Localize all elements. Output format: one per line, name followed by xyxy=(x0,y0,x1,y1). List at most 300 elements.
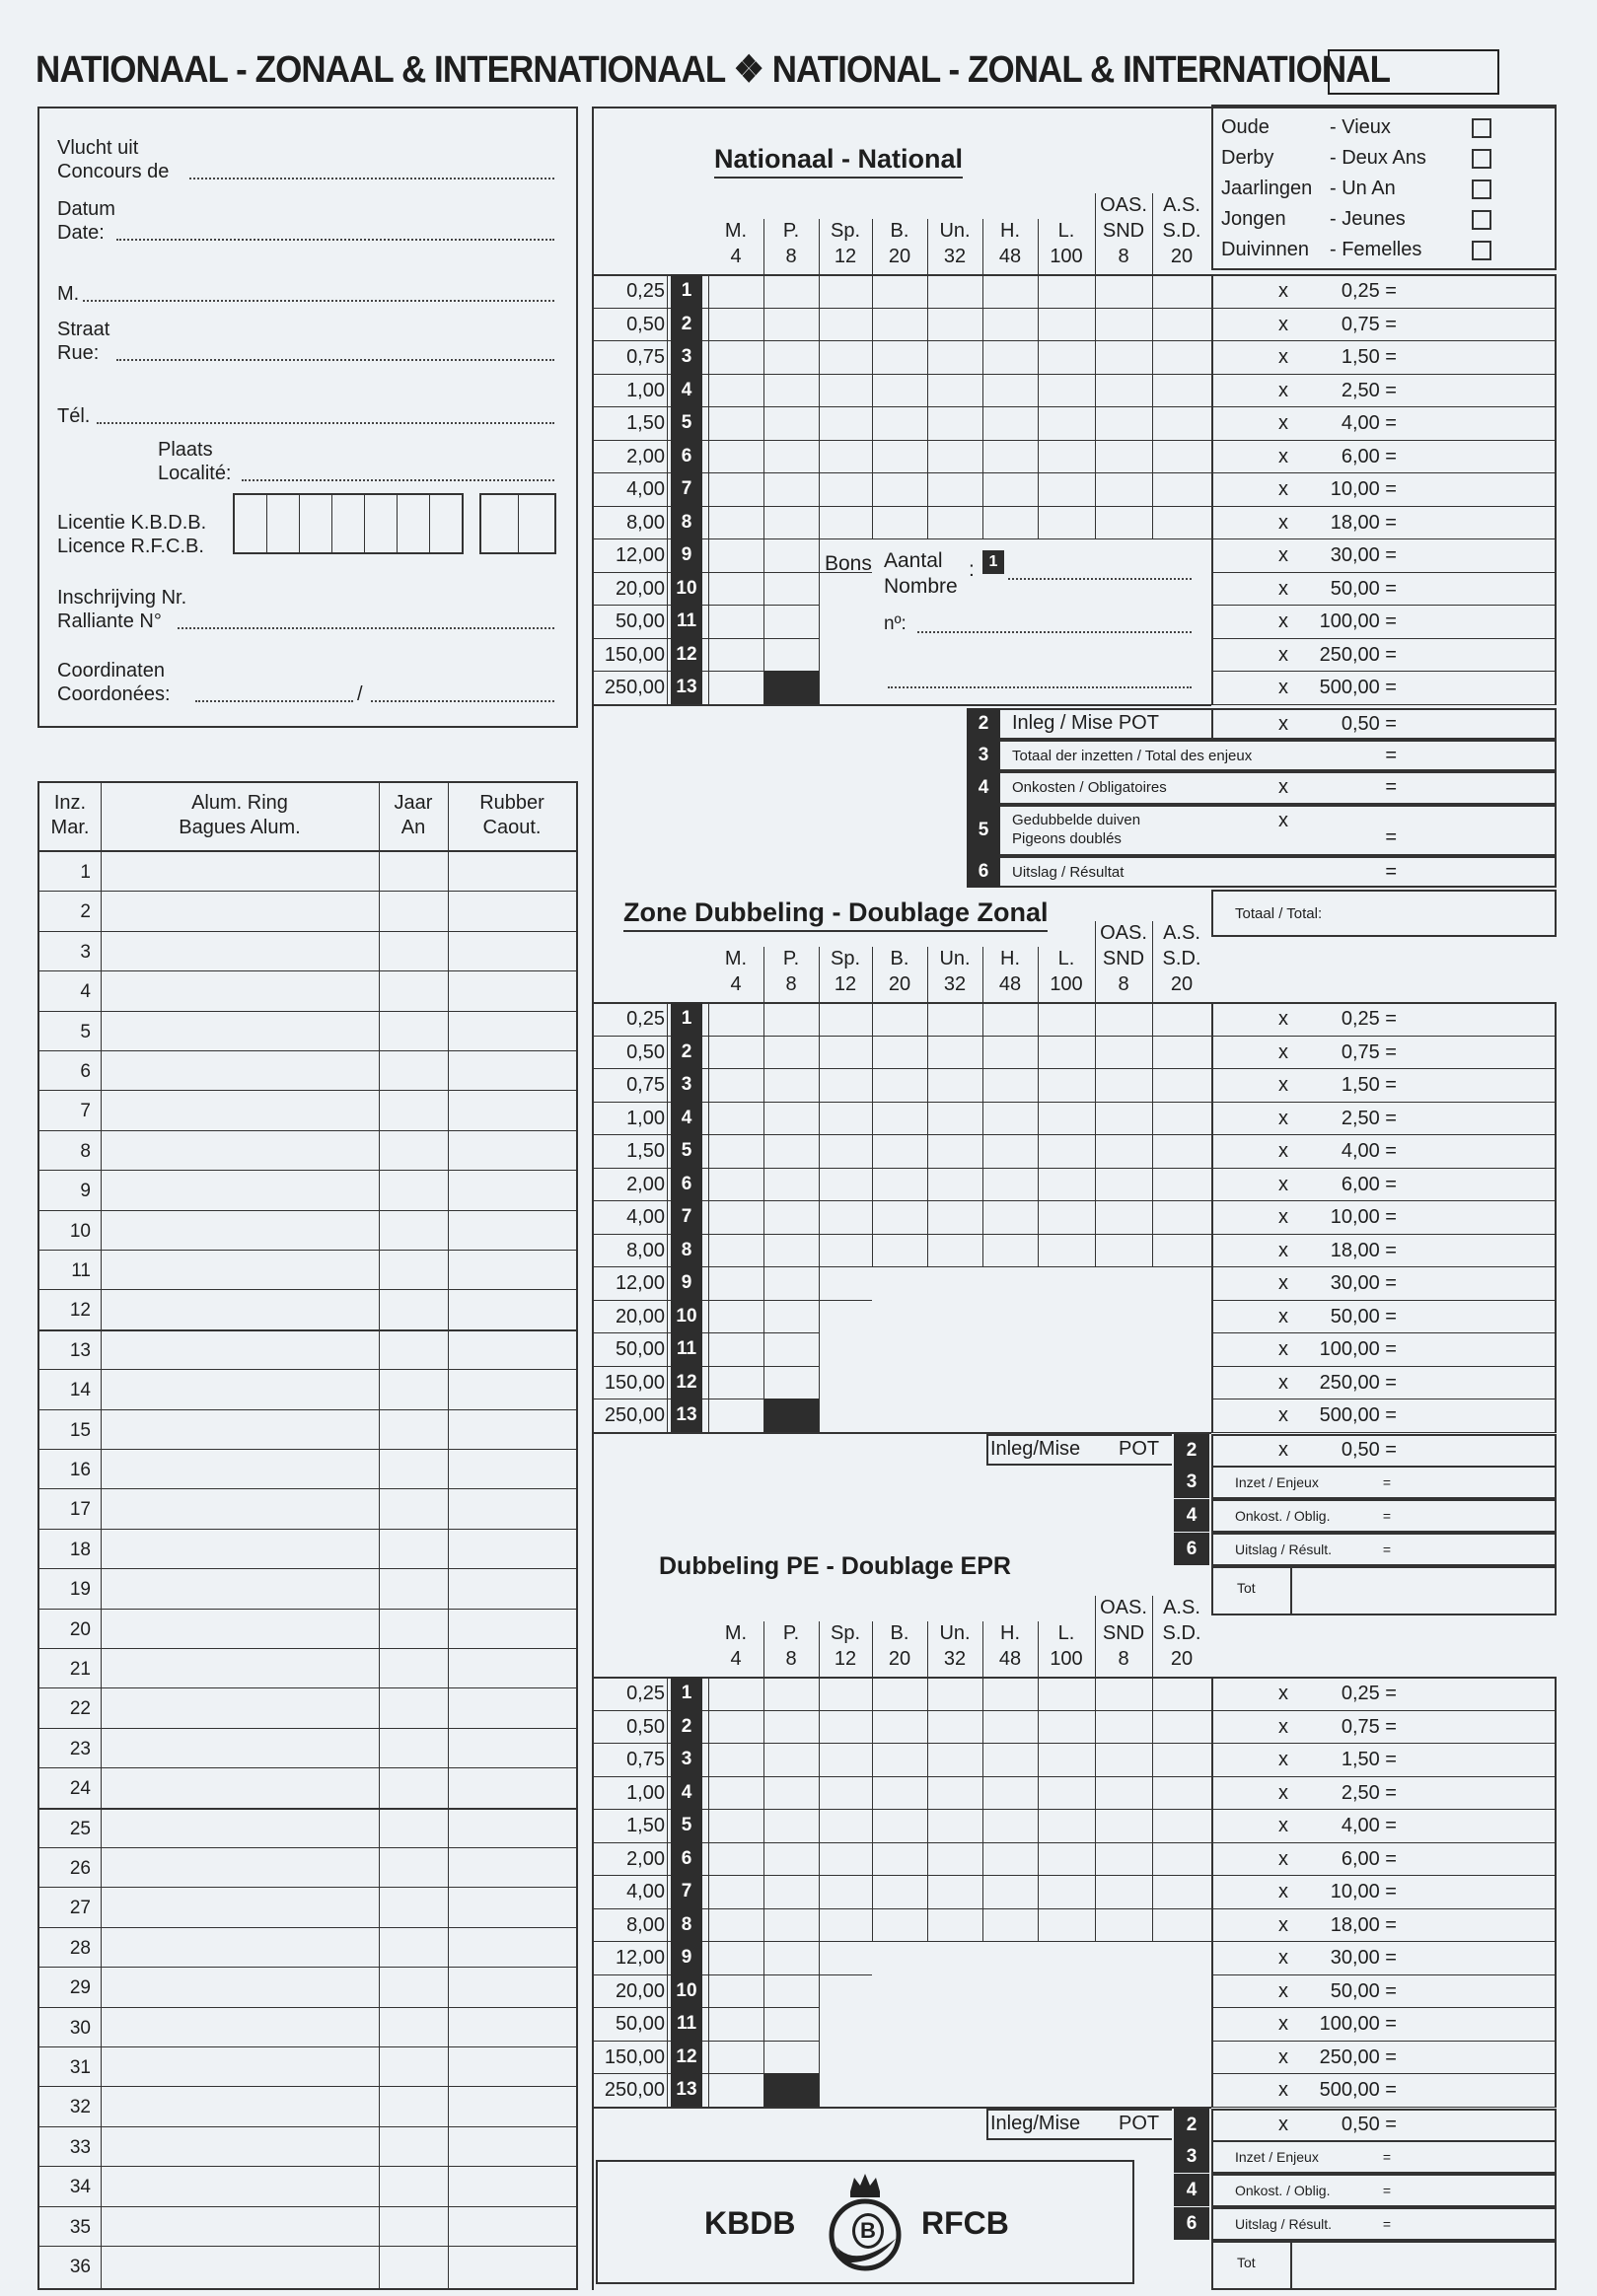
ring-year-cell[interactable] xyxy=(381,1410,448,1450)
entry-cell[interactable] xyxy=(708,1300,763,1333)
entry-cell[interactable] xyxy=(1038,340,1095,374)
entry-cell[interactable] xyxy=(1038,406,1095,440)
entry-cell[interactable] xyxy=(708,1266,763,1300)
ring-year-cell[interactable] xyxy=(381,1131,448,1171)
result-cell[interactable] xyxy=(1401,1332,1555,1366)
result-cell[interactable] xyxy=(1401,374,1555,407)
result-cell[interactable] xyxy=(1401,1068,1555,1102)
entry-cell[interactable] xyxy=(708,1134,763,1168)
ring-year-cell[interactable] xyxy=(381,1489,448,1529)
entry-cell[interactable] xyxy=(708,1366,763,1399)
entry-cell[interactable] xyxy=(1038,506,1095,539)
entry-cell[interactable] xyxy=(927,440,982,473)
ring-year-cell[interactable] xyxy=(381,1928,448,1968)
entry-cell[interactable] xyxy=(1095,1200,1152,1234)
entry-cell[interactable] xyxy=(819,340,872,374)
result-cell[interactable] xyxy=(1401,605,1555,638)
result-cell[interactable] xyxy=(1401,1300,1555,1333)
street-field[interactable] xyxy=(116,359,554,361)
date-field[interactable] xyxy=(116,239,554,241)
ring-rubber-cell[interactable] xyxy=(450,1290,576,1329)
entry-cell[interactable] xyxy=(708,1710,763,1744)
bons-aantal-field[interactable] xyxy=(1008,578,1192,580)
result-cell[interactable] xyxy=(1401,1809,1555,1842)
entry-cell[interactable] xyxy=(708,1941,763,1974)
ring-year-cell[interactable] xyxy=(381,2047,448,2087)
entry-cell[interactable] xyxy=(1038,1908,1095,1942)
entry-cell[interactable] xyxy=(982,1036,1038,1069)
entry-cell[interactable] xyxy=(982,1002,1038,1036)
entry-cell[interactable] xyxy=(708,472,763,506)
category-checkbox[interactable] xyxy=(1472,241,1491,260)
ring-year-cell[interactable] xyxy=(381,1450,448,1489)
result-cell[interactable] xyxy=(1401,538,1555,572)
entry-cell[interactable] xyxy=(819,1168,872,1201)
category-checkbox[interactable] xyxy=(1472,210,1491,230)
result-cell[interactable] xyxy=(1401,1168,1555,1201)
entry-cell[interactable] xyxy=(1152,472,1211,506)
ring-number-cell[interactable] xyxy=(103,971,379,1011)
entry-cell[interactable] xyxy=(1095,1134,1152,1168)
entry-cell[interactable] xyxy=(1095,374,1152,407)
entry-cell[interactable] xyxy=(819,1743,872,1776)
entry-cell[interactable] xyxy=(1152,1908,1211,1942)
entry-cell[interactable] xyxy=(763,1134,819,1168)
entry-cell[interactable] xyxy=(819,440,872,473)
ring-number-cell[interactable] xyxy=(103,1051,379,1091)
entry-cell[interactable] xyxy=(1038,472,1095,506)
entry-cell[interactable] xyxy=(763,1743,819,1776)
entry-cell[interactable] xyxy=(763,1677,819,1710)
entry-cell[interactable] xyxy=(1038,1002,1095,1036)
result-cell[interactable] xyxy=(1401,1842,1555,1876)
ring-rubber-cell[interactable] xyxy=(450,1610,576,1649)
ring-rubber-cell[interactable] xyxy=(450,1569,576,1609)
entry-cell[interactable] xyxy=(708,406,763,440)
entry-cell[interactable] xyxy=(763,1102,819,1135)
entry-cell[interactable] xyxy=(763,1332,819,1366)
reg-field[interactable] xyxy=(178,627,554,629)
entry-cell[interactable] xyxy=(1152,274,1211,308)
entry-cell[interactable] xyxy=(1038,308,1095,341)
entry-cell[interactable] xyxy=(1038,1776,1095,1810)
entry-cell[interactable] xyxy=(819,1002,872,1036)
entry-cell[interactable] xyxy=(819,1134,872,1168)
entry-cell[interactable] xyxy=(927,1036,982,1069)
entry-cell[interactable] xyxy=(1152,1875,1211,1908)
entry-cell[interactable] xyxy=(763,1842,819,1876)
ring-rubber-cell[interactable] xyxy=(450,1051,576,1091)
entry-cell[interactable] xyxy=(763,1908,819,1942)
entry-cell[interactable] xyxy=(1152,506,1211,539)
entry-cell[interactable] xyxy=(927,1809,982,1842)
result-cell[interactable] xyxy=(1401,1266,1555,1300)
ring-rubber-cell[interactable] xyxy=(450,2127,576,2167)
ring-number-cell[interactable] xyxy=(103,2167,379,2206)
entry-cell[interactable] xyxy=(763,440,819,473)
entry-cell[interactable] xyxy=(708,1332,763,1366)
entry-cell[interactable] xyxy=(927,1102,982,1135)
entry-cell[interactable] xyxy=(872,1134,927,1168)
entry-cell[interactable] xyxy=(1038,1134,1095,1168)
ring-number-cell[interactable] xyxy=(103,852,379,892)
result-cell[interactable] xyxy=(1401,1776,1555,1810)
flight-field[interactable] xyxy=(189,178,554,179)
entry-cell[interactable] xyxy=(1095,1776,1152,1810)
entry-cell[interactable] xyxy=(872,1036,927,1069)
entry-cell[interactable] xyxy=(927,340,982,374)
entry-cell[interactable] xyxy=(763,572,819,606)
entry-cell[interactable] xyxy=(763,1941,819,1974)
entry-cell[interactable] xyxy=(708,308,763,341)
ring-rubber-cell[interactable] xyxy=(450,892,576,931)
ring-number-cell[interactable] xyxy=(103,1012,379,1051)
entry-cell[interactable] xyxy=(872,506,927,539)
entry-cell[interactable] xyxy=(1038,1809,1095,1842)
ring-year-cell[interactable] xyxy=(381,1171,448,1210)
ring-rubber-cell[interactable] xyxy=(450,1729,576,1768)
result-cell[interactable] xyxy=(1401,572,1555,606)
coord-field-2[interactable] xyxy=(371,700,554,702)
entry-cell[interactable] xyxy=(1095,1710,1152,1744)
entry-cell[interactable] xyxy=(982,1776,1038,1810)
entry-cell[interactable] xyxy=(872,440,927,473)
ring-year-cell[interactable] xyxy=(381,1211,448,1251)
entry-cell[interactable] xyxy=(763,1036,819,1069)
entry-cell[interactable] xyxy=(1095,1102,1152,1135)
entry-cell[interactable] xyxy=(763,472,819,506)
entry-cell[interactable] xyxy=(982,1677,1038,1710)
result-cell[interactable] xyxy=(1401,1134,1555,1168)
license-digits[interactable] xyxy=(233,493,464,554)
ring-number-cell[interactable] xyxy=(103,1131,379,1171)
ring-rubber-cell[interactable] xyxy=(450,1848,576,1888)
entry-cell[interactable] xyxy=(708,506,763,539)
ring-year-cell[interactable] xyxy=(381,1649,448,1688)
entry-cell[interactable] xyxy=(819,274,872,308)
ring-year-cell[interactable] xyxy=(381,932,448,971)
entry-cell[interactable] xyxy=(819,1234,872,1267)
entry-cell[interactable] xyxy=(872,1068,927,1102)
entry-cell[interactable] xyxy=(708,671,763,704)
entry-cell[interactable] xyxy=(927,1134,982,1168)
entry-cell[interactable] xyxy=(1152,308,1211,341)
ring-year-cell[interactable] xyxy=(381,971,448,1011)
ring-number-cell[interactable] xyxy=(103,2127,379,2167)
ring-year-cell[interactable] xyxy=(381,1848,448,1888)
entry-cell[interactable] xyxy=(708,374,763,407)
entry-cell[interactable] xyxy=(872,1200,927,1234)
ring-rubber-cell[interactable] xyxy=(450,932,576,971)
ring-rubber-cell[interactable] xyxy=(450,1012,576,1051)
result-cell[interactable] xyxy=(1401,440,1555,473)
entry-cell[interactable] xyxy=(819,1036,872,1069)
ring-rubber-cell[interactable] xyxy=(450,1131,576,1171)
entry-cell[interactable] xyxy=(982,406,1038,440)
ring-year-cell[interactable] xyxy=(381,2127,448,2167)
entry-cell[interactable] xyxy=(1152,1842,1211,1876)
entry-cell[interactable] xyxy=(819,1776,872,1810)
entry-cell[interactable] xyxy=(819,1266,872,1300)
ring-number-cell[interactable] xyxy=(103,1171,379,1210)
ring-rubber-cell[interactable] xyxy=(450,1688,576,1728)
entry-cell[interactable] xyxy=(708,1002,763,1036)
entry-cell[interactable] xyxy=(872,1776,927,1810)
ring-number-cell[interactable] xyxy=(103,1610,379,1649)
entry-cell[interactable] xyxy=(708,638,763,672)
ring-rubber-cell[interactable] xyxy=(450,1091,576,1130)
entry-cell[interactable] xyxy=(872,1842,927,1876)
ring-year-cell[interactable] xyxy=(381,2008,448,2047)
entry-cell[interactable] xyxy=(982,1809,1038,1842)
entry-cell[interactable] xyxy=(1095,274,1152,308)
entry-cell[interactable] xyxy=(1152,340,1211,374)
result-cell[interactable] xyxy=(1401,274,1555,308)
entry-cell[interactable] xyxy=(763,1809,819,1842)
entry-cell[interactable] xyxy=(1152,1234,1211,1267)
entry-cell[interactable] xyxy=(708,1068,763,1102)
entry-cell[interactable] xyxy=(763,406,819,440)
entry-cell[interactable] xyxy=(763,308,819,341)
entry-cell[interactable] xyxy=(708,274,763,308)
entry-cell[interactable] xyxy=(1095,440,1152,473)
entry-cell[interactable] xyxy=(819,1908,872,1942)
entry-cell[interactable] xyxy=(927,1200,982,1234)
entry-cell[interactable] xyxy=(819,374,872,407)
entry-cell[interactable] xyxy=(872,1002,927,1036)
entry-cell[interactable] xyxy=(708,1776,763,1810)
entry-cell[interactable] xyxy=(763,1776,819,1810)
ring-year-cell[interactable] xyxy=(381,1370,448,1409)
ring-rubber-cell[interactable] xyxy=(450,1968,576,2007)
result-cell[interactable] xyxy=(1401,1102,1555,1135)
result-cell[interactable] xyxy=(1401,1036,1555,1069)
ring-rubber-cell[interactable] xyxy=(450,1251,576,1290)
entry-cell[interactable] xyxy=(708,340,763,374)
entry-cell[interactable] xyxy=(1152,1068,1211,1102)
ring-number-cell[interactable] xyxy=(103,1809,379,1848)
entry-cell[interactable] xyxy=(763,1068,819,1102)
entry-cell[interactable] xyxy=(982,274,1038,308)
entry-cell[interactable] xyxy=(1095,308,1152,341)
entry-cell[interactable] xyxy=(763,1200,819,1234)
entry-cell[interactable] xyxy=(708,2073,763,2107)
ring-number-cell[interactable] xyxy=(103,2008,379,2047)
result-cell[interactable] xyxy=(1401,1002,1555,1036)
entry-cell[interactable] xyxy=(982,308,1038,341)
ring-rubber-cell[interactable] xyxy=(450,1489,576,1529)
ring-year-cell[interactable] xyxy=(381,1569,448,1609)
entry-cell[interactable] xyxy=(708,1743,763,1776)
entry-cell[interactable] xyxy=(1095,1002,1152,1036)
result-cell[interactable] xyxy=(1401,671,1555,704)
entry-cell[interactable] xyxy=(1038,1168,1095,1201)
entry-cell[interactable] xyxy=(763,1234,819,1267)
entry-cell[interactable] xyxy=(819,1068,872,1102)
entry-cell[interactable] xyxy=(1095,1068,1152,1102)
entry-cell[interactable] xyxy=(927,1875,982,1908)
ring-year-cell[interactable] xyxy=(381,852,448,892)
ring-rubber-cell[interactable] xyxy=(450,852,576,892)
entry-cell[interactable] xyxy=(1038,1200,1095,1234)
entry-cell[interactable] xyxy=(1038,1068,1095,1102)
ring-number-cell[interactable] xyxy=(103,1768,379,1808)
entry-cell[interactable] xyxy=(927,274,982,308)
entry-cell[interactable] xyxy=(763,1710,819,1744)
ring-number-cell[interactable] xyxy=(103,1569,379,1609)
entry-cell[interactable] xyxy=(1095,1036,1152,1069)
entry-cell[interactable] xyxy=(708,2007,763,2041)
result-cell[interactable] xyxy=(1401,1710,1555,1744)
entry-cell[interactable] xyxy=(763,638,819,672)
entry-cell[interactable] xyxy=(708,1809,763,1842)
tot-field[interactable] xyxy=(1290,1568,1555,1614)
ring-number-cell[interactable] xyxy=(103,1410,379,1450)
entry-cell[interactable] xyxy=(763,1875,819,1908)
entry-cell[interactable] xyxy=(982,1102,1038,1135)
entry-cell[interactable] xyxy=(927,1002,982,1036)
ring-rubber-cell[interactable] xyxy=(450,1450,576,1489)
ring-year-cell[interactable] xyxy=(381,1012,448,1051)
ring-number-cell[interactable] xyxy=(103,892,379,931)
entry-cell[interactable] xyxy=(819,1102,872,1135)
entry-cell[interactable] xyxy=(1038,440,1095,473)
entry-cell[interactable] xyxy=(708,1200,763,1234)
entry-cell[interactable] xyxy=(1038,1743,1095,1776)
result-cell[interactable] xyxy=(1401,1200,1555,1234)
ring-year-cell[interactable] xyxy=(381,1968,448,2007)
result-cell[interactable] xyxy=(1401,406,1555,440)
ring-year-cell[interactable] xyxy=(381,1610,448,1649)
entry-cell[interactable] xyxy=(872,308,927,341)
entry-cell[interactable] xyxy=(982,1743,1038,1776)
ring-number-cell[interactable] xyxy=(103,1330,379,1370)
entry-cell[interactable] xyxy=(1038,274,1095,308)
entry-cell[interactable] xyxy=(1152,1710,1211,1744)
ring-rubber-cell[interactable] xyxy=(450,1211,576,1251)
entry-cell[interactable] xyxy=(1152,1168,1211,1201)
entry-cell[interactable] xyxy=(872,472,927,506)
entry-cell[interactable] xyxy=(1095,1875,1152,1908)
entry-cell[interactable] xyxy=(872,1677,927,1710)
ring-number-cell[interactable] xyxy=(103,1450,379,1489)
entry-cell[interactable] xyxy=(927,1710,982,1744)
entry-cell[interactable] xyxy=(872,1168,927,1201)
category-checkbox[interactable] xyxy=(1472,118,1491,138)
entry-cell[interactable] xyxy=(1095,1809,1152,1842)
entry-cell[interactable] xyxy=(982,1842,1038,1876)
entry-cell[interactable] xyxy=(872,1908,927,1942)
result-cell[interactable] xyxy=(1401,638,1555,672)
ring-year-cell[interactable] xyxy=(381,1530,448,1569)
ring-rubber-cell[interactable] xyxy=(450,1410,576,1450)
entry-cell[interactable] xyxy=(819,1200,872,1234)
entry-cell[interactable] xyxy=(763,2041,819,2074)
entry-cell[interactable] xyxy=(1038,1102,1095,1135)
entry-cell[interactable] xyxy=(763,374,819,407)
result-cell[interactable] xyxy=(1401,2073,1555,2107)
entry-cell[interactable] xyxy=(927,506,982,539)
ring-rubber-cell[interactable] xyxy=(450,1171,576,1210)
ring-year-cell[interactable] xyxy=(381,1768,448,1808)
entry-cell[interactable] xyxy=(1152,1102,1211,1135)
ring-rubber-cell[interactable] xyxy=(450,1928,576,1968)
ring-number-cell[interactable] xyxy=(103,1848,379,1888)
result-cell[interactable] xyxy=(1401,1908,1555,1942)
category-checkbox[interactable] xyxy=(1472,179,1491,199)
ring-number-cell[interactable] xyxy=(103,1888,379,1927)
entry-cell[interactable] xyxy=(1152,440,1211,473)
ring-rubber-cell[interactable] xyxy=(450,971,576,1011)
entry-cell[interactable] xyxy=(982,1234,1038,1267)
ring-year-cell[interactable] xyxy=(381,1091,448,1130)
result-cell[interactable] xyxy=(1401,1875,1555,1908)
result-cell[interactable] xyxy=(1401,1399,1555,1432)
ring-number-cell[interactable] xyxy=(103,2047,379,2087)
entry-cell[interactable] xyxy=(927,472,982,506)
entry-cell[interactable] xyxy=(1095,472,1152,506)
ring-year-cell[interactable] xyxy=(381,1729,448,1768)
entry-cell[interactable] xyxy=(708,1908,763,1942)
entry-cell[interactable] xyxy=(819,1710,872,1744)
entry-cell[interactable] xyxy=(708,1399,763,1432)
license-check-digits[interactable] xyxy=(479,493,556,554)
entry-cell[interactable] xyxy=(708,2041,763,2074)
entry-cell[interactable] xyxy=(819,472,872,506)
entry-cell[interactable] xyxy=(1152,1677,1211,1710)
entry-cell[interactable] xyxy=(872,340,927,374)
ring-number-cell[interactable] xyxy=(103,1928,379,1968)
ring-number-cell[interactable] xyxy=(103,1688,379,1728)
entry-cell[interactable] xyxy=(708,1102,763,1135)
entry-cell[interactable] xyxy=(982,440,1038,473)
ring-number-cell[interactable] xyxy=(103,1968,379,2007)
ring-number-cell[interactable] xyxy=(103,2087,379,2126)
ring-year-cell[interactable] xyxy=(381,1290,448,1329)
entry-cell[interactable] xyxy=(1095,1842,1152,1876)
entry-cell[interactable] xyxy=(927,1677,982,1710)
entry-cell[interactable] xyxy=(1038,1036,1095,1069)
entry-cell[interactable] xyxy=(708,1875,763,1908)
entry-cell[interactable] xyxy=(872,374,927,407)
entry-cell[interactable] xyxy=(1152,406,1211,440)
entry-cell[interactable] xyxy=(927,1168,982,1201)
result-cell[interactable] xyxy=(1401,1366,1555,1399)
entry-cell[interactable] xyxy=(763,1002,819,1036)
entry-cell[interactable] xyxy=(708,1677,763,1710)
entry-cell[interactable] xyxy=(1152,1200,1211,1234)
ring-number-cell[interactable] xyxy=(103,1370,379,1409)
result-cell[interactable] xyxy=(1401,2041,1555,2074)
entry-cell[interactable] xyxy=(982,340,1038,374)
entry-cell[interactable] xyxy=(708,572,763,606)
entry-cell[interactable] xyxy=(872,1809,927,1842)
ring-rubber-cell[interactable] xyxy=(450,1330,576,1370)
ring-rubber-cell[interactable] xyxy=(450,2047,576,2087)
ring-number-cell[interactable] xyxy=(103,1530,379,1569)
entry-cell[interactable] xyxy=(982,506,1038,539)
ring-number-cell[interactable] xyxy=(103,1489,379,1529)
ring-year-cell[interactable] xyxy=(381,2247,448,2286)
entry-cell[interactable] xyxy=(872,1102,927,1135)
bons-no-field[interactable] xyxy=(917,631,1192,633)
entry-cell[interactable] xyxy=(982,472,1038,506)
ring-rubber-cell[interactable] xyxy=(450,2207,576,2247)
entry-cell[interactable] xyxy=(819,506,872,539)
entry-cell[interactable] xyxy=(819,1677,872,1710)
entry-cell[interactable] xyxy=(763,1168,819,1201)
entry-cell[interactable] xyxy=(1152,1743,1211,1776)
